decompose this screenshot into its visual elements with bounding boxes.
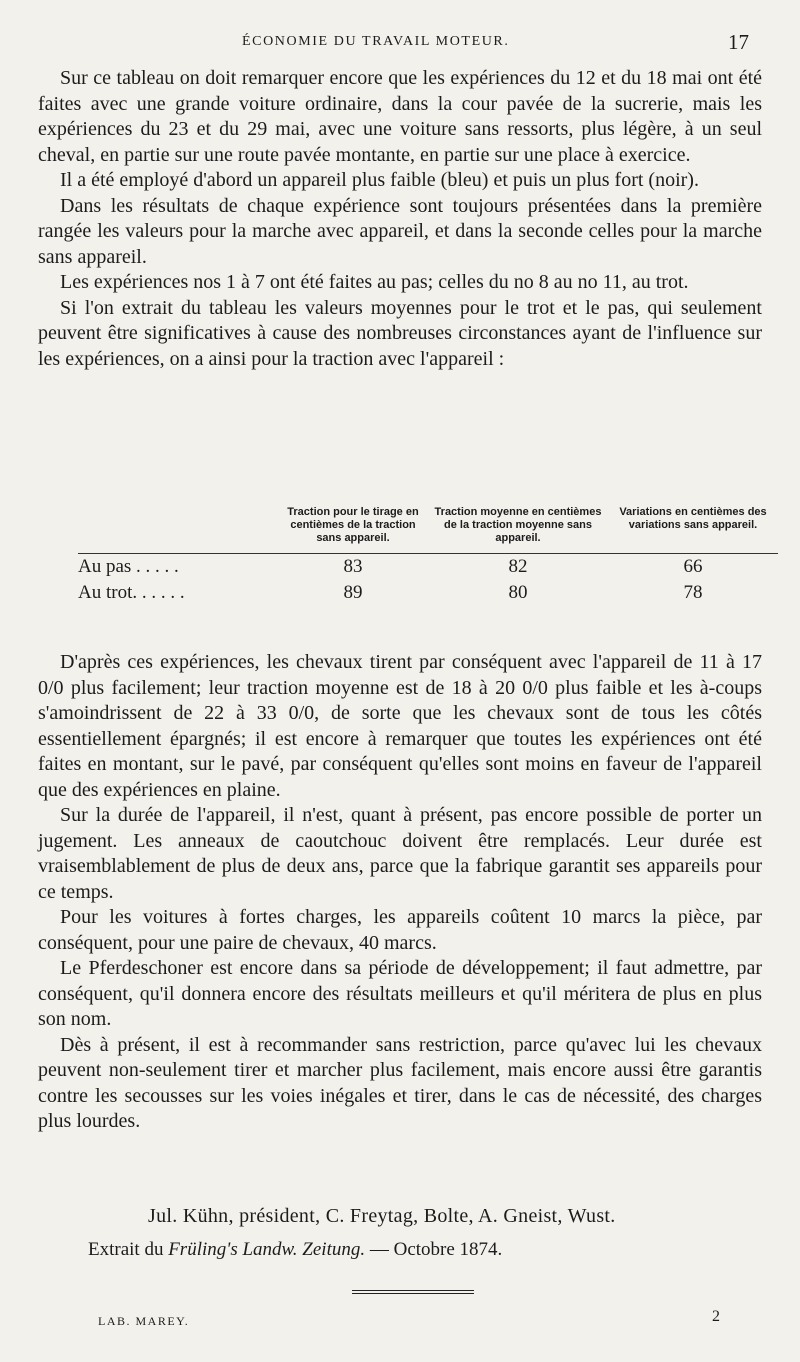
paragraph: Le Pferdeschoner est encore dans sa période de développement; il faut admettre, par conséquent, qu'il donnera encore des résultats meilleurs et qu'il méritera de plus en plus son nom. [38, 957, 762, 1030]
body-text-continued [38, 650, 762, 1135]
paragraph: Dans les résultats de chaque expérience sont toujours présentées dans la première rangée les valeurs pour la marche avec appareil, et dans la seconde celles pour la marche sans appareil. [38, 194, 762, 268]
paragraph: Dès à présent, il est à recommander sans restriction, parce qu'avec lui les chevaux peuvent non-seulement tirer et marcher plus facilement, mais encore aussi être garantis contre les secousses sur les voies inégales et tirer, dans le cas de nécessité, des charges plus lourdes. [38, 1033, 762, 1132]
body-text [38, 66, 762, 372]
table-header: Traction moyenne en centièmes de la traction moyenne sans appareil. [434, 506, 602, 544]
running-title: ÉCONOMIE DU TRAVAIL MOTEUR. [242, 34, 510, 49]
paragraph: Il a été employé d'abord un appareil plus faible (bleu) et puis un plus fort (noir). [60, 169, 699, 191]
running-head [0, 30, 800, 54]
paragraph: Sur la durée de l'appareil, il n'est, quant à présent, pas encore possible de porter un jugement. Les anneaux de caoutchouc doivent être remplacés. Leur durée est vraisemblablement de plus de deux ans, parce que la fabrique garantit ses appareils pour ce temps. [38, 804, 762, 903]
source-date: — Octobre 1874. [369, 1239, 503, 1260]
row-label: Au pas . . . . . [78, 554, 278, 581]
table-cell: 78 [683, 582, 703, 603]
source-prefix: Extrait du [88, 1239, 164, 1260]
paragraph: D'après ces expériences, les chevaux tirent par conséquent avec l'appareil de 11 à 17 0/0 plus facilement; leur traction moyenne est de 18 à 20 0/0 plus faible et les à-coups s'amoindrissent de 22 à 33 0/0, de sorte que les chevaux sont de tous les côtés essentiellement épargnés; il est encore à remarquer que toutes les expériences ont été faites en montant, sur le pavé, par conséquent qu'elles sont moins en faveur de l'appareil que des expériences en plaine. [38, 651, 762, 801]
table-header: Variations en centièmes des variations sans appareil. [619, 506, 767, 531]
table-cell: 66 [608, 554, 778, 581]
paragraph: Si l'on extrait du tableau les valeurs moyennes pour le trot et le pas, qui seulement peuvent être significatives à cause des nombreuses circonstances ayant de l'influence sur les expériences, on a ainsi pour la traction avec l'appareil : [38, 296, 762, 370]
row-label: Au trot. . . . . . [78, 582, 185, 603]
paragraph: Pour les voitures à fortes charges, les appareils coûtent 10 marcs la pièce, par conséquent, pour une paire de chevaux, 40 marcs. [38, 906, 762, 954]
table-cell: 83 [278, 554, 428, 581]
footer-signature-mark: LAB. MAREY. [98, 1314, 190, 1328]
signature: Jul. Kühn, président, C. Freytag, Bolte, A. Gneist, Wust. [148, 1205, 616, 1227]
table-header: Traction pour le tirage en centièmes de la traction sans appareil. [287, 506, 419, 544]
table-cell: 89 [343, 582, 363, 603]
source-citation [88, 1239, 502, 1261]
table-row [78, 580, 778, 606]
footer-sheet-number: 2 [712, 1308, 720, 1325]
table-row [78, 554, 778, 581]
source-journal: Früling's Landw. Zeitung. [168, 1239, 366, 1260]
paragraph: Les expériences nos 1 à 7 ont été faites au pas; celles du no 8 au no 11, au trot. [60, 271, 689, 293]
results-table [78, 506, 778, 606]
divider-rule [352, 1290, 474, 1294]
table-cell: 82 [428, 554, 608, 581]
table-header-empty [78, 506, 278, 554]
page-number: 17 [728, 30, 749, 54]
paragraph: Sur ce tableau on doit remarquer encore que les expériences du 12 et du 18 mai ont été faites avec une grande voiture ordinaire, dans la cour pavée de la sucrerie, mais les expériences du 23 et du 29 mai, avec une voiture sans ressorts, plus légère, à un seul cheval, en partie sur une route pavée montante, en partie sur une place à exercice. [38, 67, 762, 166]
table-cell: 80 [508, 582, 528, 603]
